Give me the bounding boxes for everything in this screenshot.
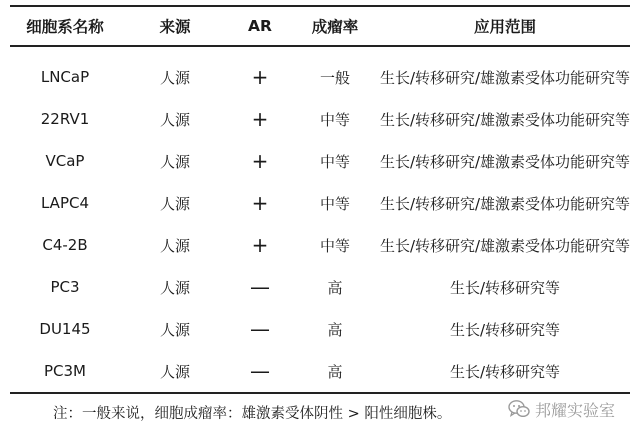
table-row — [10, 140, 630, 182]
table-bottom-rule — [10, 392, 630, 394]
cell-source: 人源 — [159, 362, 190, 381]
table-header-row — [10, 7, 630, 45]
table-row — [10, 182, 630, 224]
cell-source: 人源 — [159, 68, 190, 87]
cell-ar-status: + — [251, 149, 269, 173]
cell-tumorigenicity: 一般 — [319, 68, 350, 87]
cell-line-name: LAPC4 — [40, 194, 90, 212]
cell-ar-status: + — [251, 65, 269, 89]
table-row — [10, 98, 630, 140]
cell-tumorigenicity: 中等 — [319, 194, 350, 213]
cell-source: 人源 — [159, 278, 190, 297]
cell-application: 生长/转移研究/雄激素受体功能研究等 — [379, 110, 631, 129]
cell-source: 人源 — [159, 194, 190, 213]
table-row — [10, 56, 630, 98]
cell-source: 人源 — [159, 110, 190, 129]
wechat-icon — [508, 399, 530, 419]
cell-ar-status: — — [250, 317, 270, 341]
table-row — [10, 224, 630, 266]
cell-application: 生长/转移研究等 — [449, 362, 561, 381]
header-cell-ar: AR — [248, 17, 272, 35]
cell-tumorigenicity: 中等 — [319, 152, 350, 171]
cell-tumorigenicity: 高 — [327, 278, 343, 297]
header-cell-source: 来源 — [159, 18, 191, 36]
cell-source: 人源 — [159, 320, 190, 339]
table-row — [10, 308, 630, 350]
watermark-text: 邦耀实验室 — [535, 400, 616, 420]
cell-tumorigenicity: 高 — [327, 320, 343, 339]
table-row — [10, 266, 630, 308]
cell-ar-status: + — [251, 191, 269, 215]
cell-line-name: PC3 — [50, 278, 80, 296]
cell-line-name: LNCaP — [40, 68, 90, 86]
cell-application: 生长/转移研究/雄激素受体功能研究等 — [379, 152, 631, 171]
cell-line-name: 22RV1 — [40, 110, 90, 128]
cell-application: 生长/转移研究等 — [449, 278, 561, 297]
cell-application: 生长/转移研究/雄激素受体功能研究等 — [379, 236, 631, 255]
cell-line-name: C4-2B — [42, 236, 88, 254]
header-cell-name: 细胞系名称 — [26, 18, 104, 36]
cell-source: 人源 — [159, 152, 190, 171]
cell-tumorigenicity: 中等 — [319, 110, 350, 129]
table-footnote: 注：一般来说，细胞成瘤率：雄激素受体阴性 > 阳性细胞株。 — [53, 406, 452, 422]
header-cell-application: 应用范围 — [473, 18, 536, 36]
table-header-rule — [10, 45, 630, 47]
watermark — [508, 396, 615, 422]
cell-line-name: DU145 — [39, 320, 91, 338]
table-row — [10, 350, 630, 392]
cell-source: 人源 — [159, 236, 190, 255]
cell-line-name: PC3M — [43, 362, 86, 380]
cell-tumorigenicity: 高 — [327, 362, 343, 381]
cell-application: 生长/转移研究/雄激素受体功能研究等 — [379, 68, 631, 87]
header-cell-tumorigenicity: 成瘤率 — [311, 18, 359, 36]
cell-ar-status: — — [250, 275, 270, 299]
cell-ar-status: + — [251, 233, 269, 257]
cell-tumorigenicity: 中等 — [319, 236, 350, 255]
cell-ar-status: + — [251, 107, 269, 131]
cell-application: 生长/转移研究/雄激素受体功能研究等 — [379, 194, 631, 213]
cell-ar-status: — — [250, 359, 270, 383]
cell-application: 生长/转移研究等 — [449, 320, 561, 339]
cell-line-name: VCaP — [45, 152, 85, 170]
